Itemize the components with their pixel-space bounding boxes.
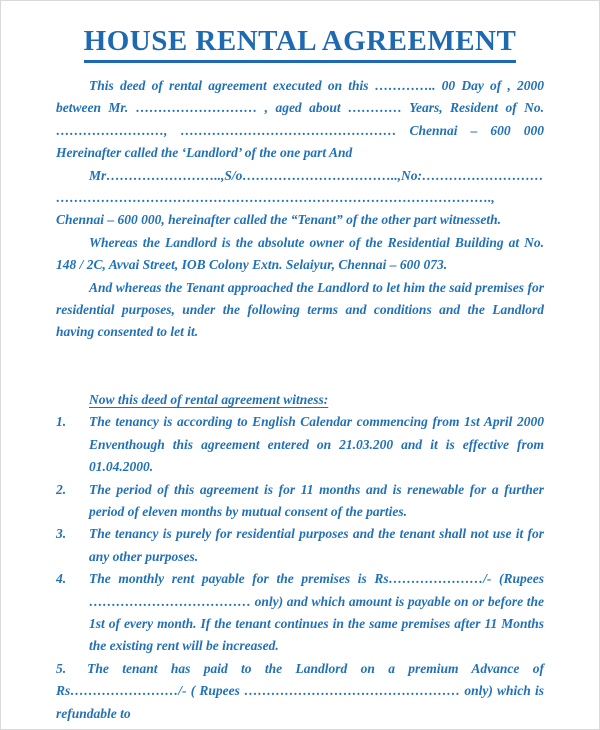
clause-item-3 [56,523,544,568]
title-row [41,23,559,63]
paragraph-whereas-owner: Whereas the Landlord is the absolute owner of the Residential Building at No. 148 / 2C, Avvai Street, IOB Colony Extn. Selaiyur, Chennai – 600 073. [56,234,544,273]
clause-number: 1. [56,414,67,430]
section-heading: Now this deed of rental agreement witness: [89,391,329,407]
clause-text: The period of this agreement is for 11 months and is renewable for a further period of eleven months by mutual consent of the parties. [89,481,544,519]
clause-text: The tenant has paid to the Landlord on a premium Advance of Rs……………………/- ( Rupees ………………………………………… only) which is refundable to [56,660,544,721]
clause-item-5 [56,658,544,725]
clause-text: The tenancy is purely for residential purposes and the tenant shall not use it for any other purposes. [89,526,544,564]
clause-text: The tenancy is according to English Calendar commencing from 1st April 2000 Enventhough this agreement entered on 21.03.200 and it is effective from 01.04.2000. [89,414,544,475]
document-title: HOUSE RENTAL AGREEMENT [84,23,517,63]
clause-item-1 [56,411,544,478]
paragraph-execution: This deed of rental agreement executed on this ………….. 00 Day of , 2000 between Mr. ……………………… , aged about ………… Years, Resident of No. ……………………, ………………………………………… Chennai – 600 000 Hereinafter called the ‘Landlord’ of the one part And [56,78,544,161]
document-body [56,75,544,725]
paragraph-tenant-details: Mr……………………..,S/o……………………………..,No:……………………………………………………………………………………………………………., Chennai – 600 000, hereinafter called the “Tenant” of the other part witnesseth. [56,167,544,228]
clause-item-4 [56,568,544,658]
clause-item-2 [56,479,544,524]
paragraph-whereas-tenant: And whereas the Tenant approached the Landlord to let him the said premises for residential purposes, under the following terms and conditions and the Landlord having consented to let it. [56,279,544,340]
clause-number: 2. [56,481,67,497]
clause-number: 3. [56,526,67,542]
clause-number: 5. [56,660,67,676]
clause-number: 4. [56,571,67,587]
clause-text: The monthly rent payable for the premises is Rs…………………/- (Rupees ……………………………… only) and which amount is payable on or before the 1st of every month. If the tenant continues in the same premises after 11 Months the existing rent will be increased. [89,571,544,654]
